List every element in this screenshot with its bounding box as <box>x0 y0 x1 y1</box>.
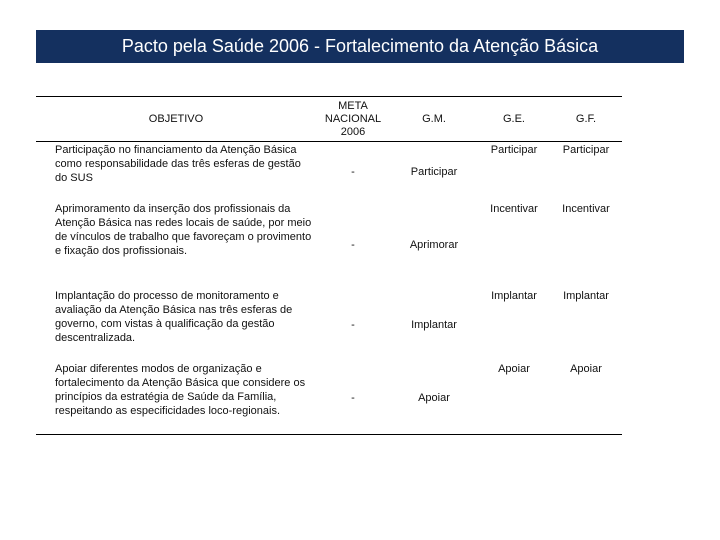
table-header-row <box>36 97 622 142</box>
slide-title: Pacto pela Saúde 2006 - Fortalecimento da Atenção Básica <box>36 30 684 63</box>
cell-gf: Apoiar <box>570 363 602 375</box>
cell-gf: Implantar <box>563 290 609 302</box>
cell-gm: Apoiar <box>418 391 450 404</box>
cell-ge: Incentivar <box>490 203 538 215</box>
header-meta-nacional <box>316 97 390 142</box>
cell-gm: Aprimorar <box>409 238 459 251</box>
objectives-table <box>36 96 622 435</box>
cell-ge: Apoiar <box>498 363 530 375</box>
cell-objetivo: Aprimoramento da inserção dos profissionais da Atenção Básica nas redes locais de saúde, por meio de vínculos de trabalho que favoreçam o provimento e fixação dos profissionais. <box>55 203 312 257</box>
header-meta-line3: 2006 <box>340 125 366 138</box>
table-row <box>36 142 622 202</box>
objectives-table-container <box>36 96 622 435</box>
table-row <box>36 361 622 435</box>
cell-gm: Implantar <box>411 318 457 331</box>
cell-gf: Incentivar <box>562 203 610 215</box>
header-ge: G.E. <box>502 112 525 125</box>
cell-ge: Participar <box>490 144 538 156</box>
cell-meta: - <box>351 165 355 178</box>
header-gf: G.F. <box>575 112 597 125</box>
table-row <box>36 288 622 361</box>
cell-objetivo: Apoiar diferentes modos de organização e fortalecimento da Atenção Básica que considere os princípios da estratégia de Saúde da Família, respeitando as especificidades loco-regionais. <box>55 363 306 417</box>
cell-gm: Participar <box>410 165 458 178</box>
table-row <box>36 201 622 288</box>
header-gm: G.M. <box>422 112 446 125</box>
cell-objetivo: Implantação do processo de monitoramento e avaliação da Atenção Básica nas três esferas de governo, com vistas à qualificação da gestão descentralizada. <box>55 290 293 344</box>
cell-meta: - <box>351 391 355 404</box>
cell-meta: - <box>351 238 355 251</box>
cell-gf: Participar <box>562 144 610 156</box>
cell-meta: - <box>351 318 355 331</box>
header-objetivo: OBJETIVO <box>148 112 204 125</box>
cell-ge: Implantar <box>491 290 537 302</box>
header-meta-line1: META <box>338 99 368 112</box>
cell-objetivo: Participação no financiamento da Atenção Básica como responsabilidade das três esferas de gestão do SUS <box>55 144 301 184</box>
header-meta-line2: NACIONAL <box>324 112 382 125</box>
